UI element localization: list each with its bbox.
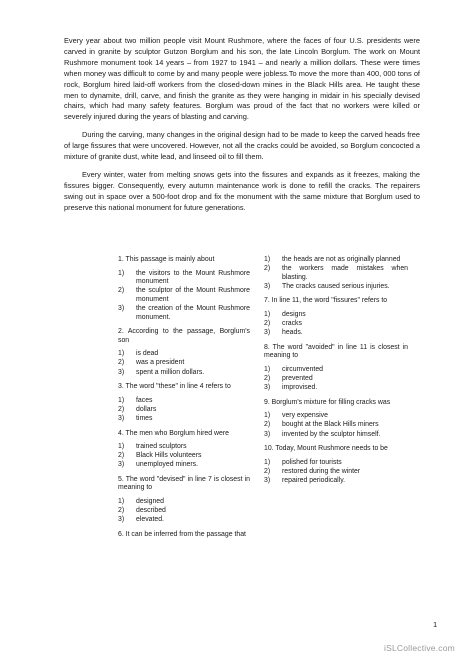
option-number: 1) (264, 412, 271, 420)
questions-left-column (118, 256, 250, 544)
question-block (264, 445, 408, 485)
option-number: 3) (118, 368, 125, 376)
option-text: invented by the sculptor himself. (282, 430, 381, 438)
answer-option (264, 366, 408, 375)
question-block (118, 383, 250, 423)
option-number: 1) (118, 498, 125, 506)
option-text: Black Hills volunteers (136, 452, 202, 460)
question-stem: 5. The word "devised" in line 7 is closest in meaning to (118, 475, 250, 492)
option-number: 3) (118, 414, 125, 422)
option-text: is dead (136, 350, 159, 358)
question-block (118, 430, 250, 470)
option-text: the sculptor of the Mount Rushmore monument (136, 287, 250, 303)
option-text: unemployed miners. (136, 461, 199, 469)
question-block (118, 531, 250, 540)
answer-option (264, 412, 408, 421)
answer-options (118, 397, 250, 424)
option-number: 1) (118, 443, 125, 451)
answer-option (118, 516, 250, 525)
answer-options (264, 412, 408, 439)
answer-option (264, 421, 408, 430)
option-number: 2) (264, 375, 271, 383)
answer-options (264, 459, 408, 486)
answer-option (264, 283, 408, 292)
option-text: cracks (282, 320, 302, 328)
answer-option (118, 461, 250, 470)
option-text: very expensive (282, 412, 328, 420)
option-text: the workers made mistakes when blasting. (282, 265, 408, 281)
option-number: 3) (264, 430, 271, 438)
option-text: the creation of the Mount Rushmore monument. (136, 304, 250, 321)
option-text: repaired periodically. (282, 476, 346, 484)
answer-option (118, 507, 250, 516)
option-text: the heads are not as originally planned (282, 256, 401, 263)
option-text: The cracks caused serious injuries. (282, 282, 390, 290)
option-text: improvised. (282, 384, 318, 392)
option-number: 2) (118, 452, 125, 460)
question-stem: 4. The men who Borglum hired were (118, 429, 229, 437)
answer-options (118, 498, 250, 525)
passage-paragraph-2: During the carving, many changes in the original design had to be made to keep the carved heads free of large fissures that were uncovered. However, not all the cracks could be avoided, so Borglum concocted a mixture of granite dust, white lead, and linseed oil to fill them. (64, 130, 420, 162)
option-number: 3) (118, 461, 125, 469)
answer-option (118, 415, 250, 424)
option-text: was a president (136, 359, 185, 367)
option-text: elevated. (136, 516, 164, 524)
option-text: spent a million dollars. (136, 368, 205, 376)
option-number: 3) (264, 282, 271, 290)
answer-options (118, 270, 250, 323)
option-text: heads. (282, 329, 303, 337)
option-number: 1) (264, 310, 271, 318)
answer-option (264, 320, 408, 329)
question-6-options (264, 256, 408, 291)
answer-option (118, 287, 250, 304)
option-number: 2) (118, 405, 125, 413)
option-text: trained sculptors (136, 443, 187, 451)
question-block (264, 297, 408, 337)
question-block (118, 328, 250, 377)
option-number: 2) (264, 467, 271, 475)
question-block (118, 476, 250, 525)
option-number: 3) (118, 516, 125, 524)
question-block (264, 344, 408, 393)
option-text: dollars (136, 405, 157, 413)
question-stem: 8. The word "avoided" in line 11 is closest in meaning to (264, 343, 408, 360)
option-text: the visitors to the Mount Rushmore monument (136, 269, 250, 286)
option-text: restored during the winter (282, 467, 361, 475)
answer-option (118, 443, 250, 452)
answer-options (264, 311, 408, 338)
option-text: faces (136, 396, 153, 404)
option-number: 1) (264, 458, 271, 466)
watermark: iSLCollective.com (384, 643, 455, 653)
answer-option (264, 431, 408, 440)
answer-option (264, 384, 408, 393)
question-stem: 9. Borglum's mixture for filling cracks was (264, 398, 391, 406)
answer-option (118, 359, 250, 368)
option-number: 2) (118, 287, 125, 295)
question-stem: 7. In line 11, the word "fissures" refers to (264, 297, 388, 305)
question-stem: 1. This passage is mainly about (118, 256, 215, 263)
answer-option (264, 311, 408, 320)
option-text: designed (136, 498, 164, 506)
option-number: 2) (264, 265, 271, 273)
option-text: described (136, 507, 166, 515)
question-stem: 6. It can be inferred from the passage that (118, 530, 246, 538)
option-text: polished for tourists (282, 458, 342, 466)
passage-paragraph-3: Every winter, water from melting snows gets into the fissures and expands as it freezes, making the fissures bigger. Consequently, every autumn maintenance work is done to refill the cracks. The repairers swing out in space over a 500-foot drop and fix the monument with the same mixture that Borglum used to preserve this national monument for future generations. (64, 169, 420, 212)
questions-right-column (264, 256, 408, 491)
answer-option (118, 350, 250, 359)
option-number: 3) (264, 384, 271, 392)
question-block (118, 256, 250, 322)
answer-option (118, 397, 250, 406)
answer-option (118, 498, 250, 507)
option-text: bought at the Black Hills miners (282, 421, 379, 429)
option-number: 1) (118, 350, 125, 358)
answer-option (118, 369, 250, 378)
option-number: 2) (118, 507, 125, 515)
question-stem: 2. According to the passage, Borglum's son (118, 328, 250, 344)
answer-option (118, 305, 250, 322)
option-number: 1) (264, 365, 271, 373)
option-number: 3) (264, 329, 271, 337)
answer-option (264, 468, 408, 477)
option-number: 2) (118, 359, 125, 367)
answer-option (264, 375, 408, 384)
option-number: 2) (264, 320, 271, 328)
question-block (264, 399, 408, 439)
page-number: 1 (433, 620, 438, 629)
question-stem: 3. The word "these" in line 4 refers to (118, 383, 231, 391)
option-text: designs (282, 310, 306, 318)
answer-option (264, 459, 408, 468)
answer-option (118, 270, 250, 287)
answer-option (118, 406, 250, 415)
answer-option (264, 256, 408, 265)
answer-option (264, 265, 408, 282)
option-text: circumvented (282, 365, 323, 373)
passage-paragraph-1: Every year about two million people visit Mount Rushmore, where the faces of four U.S. presidents were carved in granite by sculptor Gutzon Borglum and his son, the late Lincoln Borglum. The work on Mount Rushmore monument took 14 years – from 1927 to 1941 – and nearly a million dollars. These were times when money was difficult to come by and many people were jobless.To move the more than 400, 000 tons of rock, Borglum hired laid-off workers from the closed-down mines in the Black Hills area. He taught these men to dynamite, drill, carve, and finish the granite as they were hanging in midair in his specially devised chairs, which had many safety features. Borglum was proud of the fact that no workers were killed or severely injured during the years of blasting and carving. (64, 36, 420, 122)
option-number: 3) (264, 476, 271, 484)
answer-option (264, 329, 408, 338)
option-text: prevented (282, 375, 313, 383)
option-number: 1) (264, 256, 271, 263)
question-stem: 10. Today, Mount Rushmore needs to be (264, 445, 388, 453)
answer-option (264, 477, 408, 486)
option-number: 2) (264, 421, 271, 429)
answer-option (118, 452, 250, 461)
option-number: 3) (118, 304, 125, 312)
option-number: 1) (118, 396, 125, 404)
answer-options (264, 366, 408, 393)
option-text: times (136, 414, 153, 422)
answer-options (118, 350, 250, 377)
option-number: 1) (118, 269, 125, 277)
reading-passage (64, 36, 420, 221)
answer-options (118, 443, 250, 470)
